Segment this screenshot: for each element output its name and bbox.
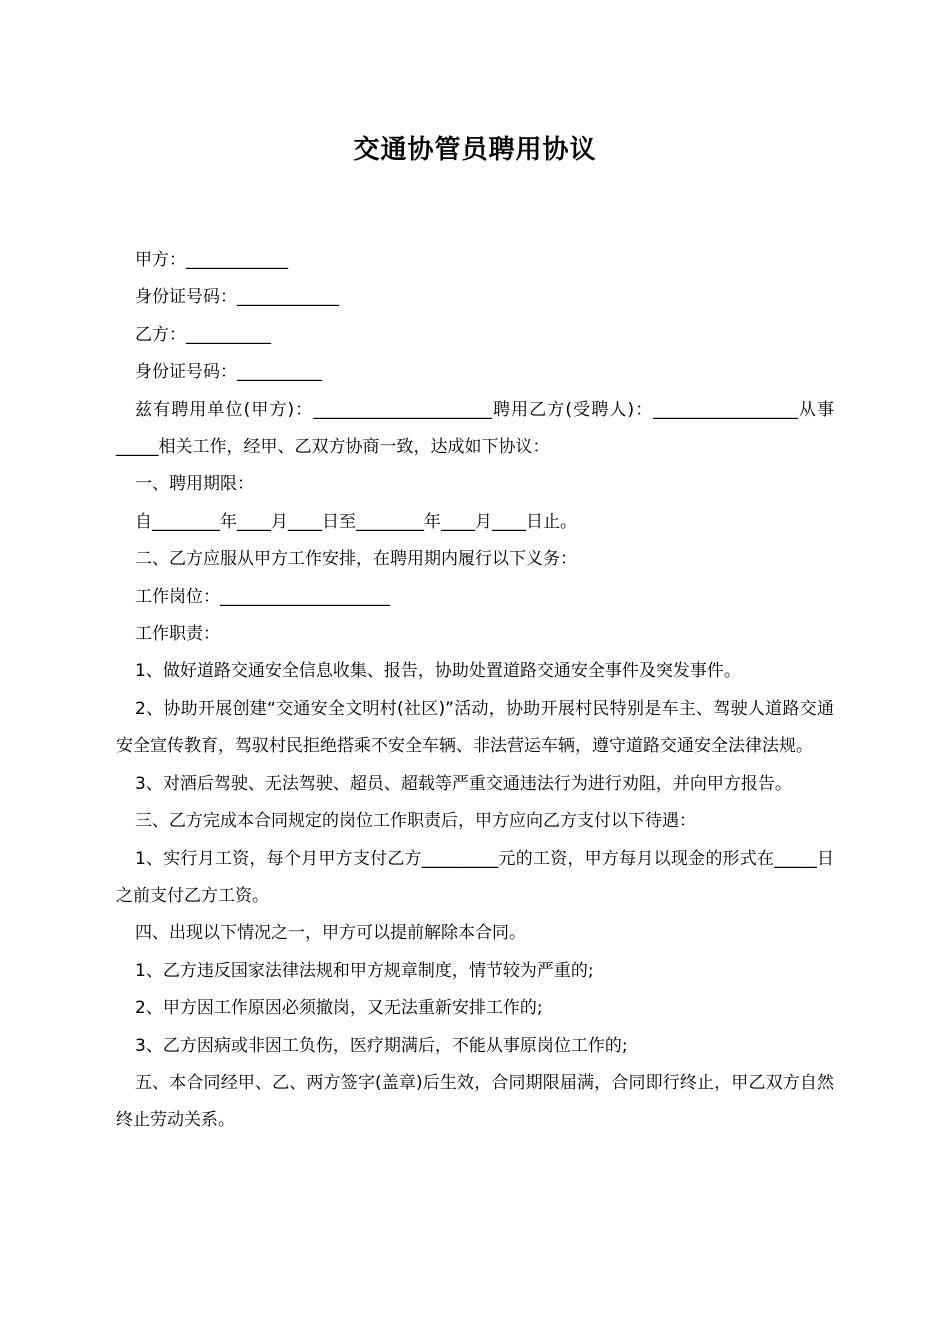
salary-item-1: 1、实行月工资，每个月甲方支付乙方_________元的工资，甲方每月以现金的形式在_____日之前支付乙方工资。: [116, 848, 834, 906]
job-duties-label: 工作职责：: [135, 624, 220, 645]
termination-item-1: 1、乙方违反国家法律法规和甲方规章制度，情节较为严重的;: [135, 960, 594, 981]
party-b-line: 乙方：__________: [135, 324, 271, 345]
section-5-paragraph: 五、本合同经甲、乙、两方签字(盖章)后生效，合同期限届满，合同即行终止，甲乙双方自然终止劳动关系。: [116, 1072, 834, 1131]
termination-item-3: 3、乙方因病或非因工负伤，医疗期满后，不能从事原岗位工作的;: [135, 1035, 628, 1056]
party-a-id-line: 身份证号码：____________: [135, 287, 339, 308]
document-title: 交通协管员聘用协议: [353, 135, 597, 165]
document-body: [116, 242, 834, 1140]
party-a-line: 甲方：____________: [135, 250, 288, 270]
party-b-id-line: 身份证号码：__________: [135, 362, 322, 383]
section-3-heading: 三、乙方完成本合同规定的岗位工作职责后，甲方应向乙方支付以下待遇：: [135, 811, 696, 832]
section-4-heading: 四、出现以下情况之一，甲方可以提前解除本合同。: [135, 923, 526, 944]
duty-item-2: 2、协助开展创建“交通安全文明村(社区)”活动，协助开展村民特别是车主、驾驶人道路交通安全宣传教育，驾驭村民拒绝搭乘不安全车辆、非法营运车辆，遵守道路交通安全法律法规。: [116, 698, 834, 757]
preamble-paragraph: 兹有聘用单位(甲方)：_____________________聘用乙方(受聘人)：_________________从事_____相关工作，经甲、乙双方协商一致，达成如下协议：: [116, 399, 834, 458]
section-1-heading: 一、聘用期限：: [135, 474, 254, 495]
term-period-line: 自________年____月____日至________年____月____日止。: [135, 511, 577, 532]
job-position-line: 工作岗位：____________________: [135, 586, 390, 607]
duty-item-3: 3、对酒后驾驶、无法驾驶、超员、超载等严重交通违法行为进行劝阻，并向甲方报告。: [135, 773, 792, 794]
section-2-heading: 二、乙方应服从甲方工作安排，在聘用期内履行以下义务：: [135, 549, 577, 570]
duty-item-1: 1、做好道路交通安全信息收集、报告，协助处置道路交通安全事件及突发事件。: [135, 661, 741, 682]
termination-item-2: 2、甲方因工作原因必须撤岗，又无法重新安排工作的;: [135, 998, 543, 1019]
